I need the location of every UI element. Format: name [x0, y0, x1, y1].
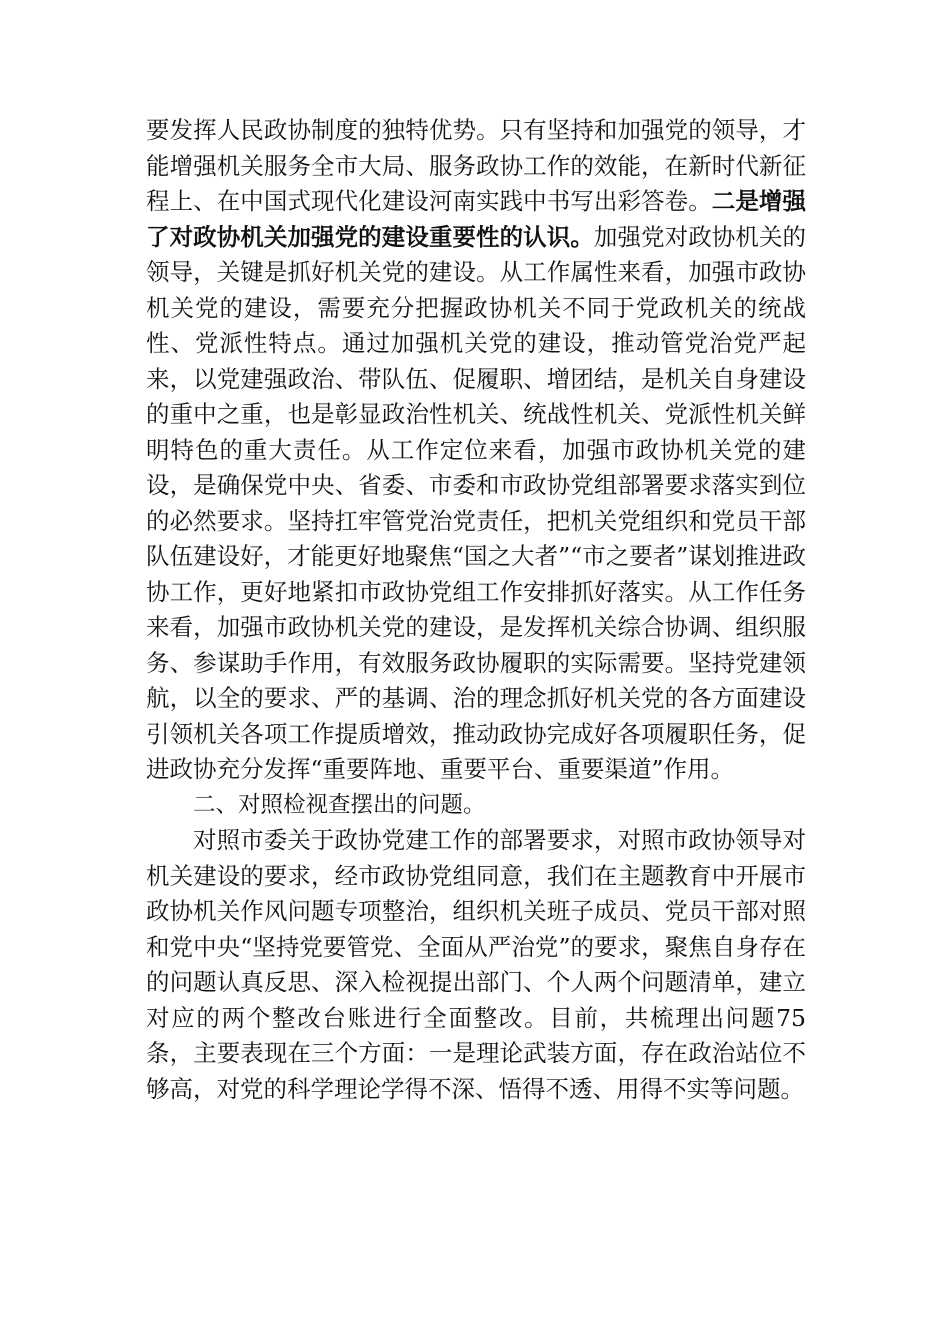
bold-point-two: 二是增强了对政协机关加强党的建设重要性的认识。	[146, 187, 807, 251]
section-heading: 二、对照检视查摆出的问题。	[193, 791, 486, 818]
paragraph-text: 要发挥人民政协制度的独特优势。只有坚持和加强党的领导，才能增强机关服务全市大局、服务政协工作的效能，在新时代新征程上、在中国式现代化建设河南实践中书写出彩答卷。	[146, 116, 806, 215]
paragraph-issues: 对照市委关于政协党建工作的部署要求，对照市政协领导对机关建设的要求，经市政协党组同意，我们在主题教育中开展市政协机关作风问题专项整治，组织机关班子成员、党员干部对照和党中央“坚持党要管党、全面从严治党”的要求，聚焦自身存在的问题认真反思、深入检视提出部门、个人两个问题清单，建立对应的两个整改台账进行全面整改。目前，共梳理出问题75条，主要表现在三个方面：一是理论武装方面，存在政治站位不够高，对党的科学理论学得不深、悟得不透、用得不实等问题。	[146, 826, 806, 1103]
document-body	[146, 113, 806, 1107]
paragraph-text-continued: 加强党对政协机关的领导，关键是抓好机关党的建设。从工作属性来看，加强市政协机关党的建设，需要充分把握政协机关不同于党政机关的统战性、党派性特点。通过加强机关党的建设，推动管党治党严起来，以党建强政治、带队伍、促履职、增团结，是机关自身建设的重中之重，也是彰显政治性机关、统战性机关、党派性机关鲜明特色的重大责任。从工作定位来看，加强市政协机关党的建设，是确保党中央、省委、市委和市政协党组部署要求落实到位的必然要求。坚持扛牢管党治党责任，把机关党组织和党员干部队伍建设好，才能更好地聚焦“国之大者”“市之要者”谋划推进政协工作，更好地紧扣市政协党组工作安排抓好落实。从工作任务来看，加强市政协机关党的建设，是发挥机关综合协调、组织服务、参谋助手作用，有效服务政协履职的实际需要。坚持党建领航，以全的要求、严的基调、治的理念抓好机关党的各方面建设引领机关各项工作提质增效，推动政协完成好各项履职任务，促进政协充分发挥“重要阵地、重要平台、重要渠道”作用。	[146, 222, 807, 783]
paragraph-continuation	[146, 113, 806, 788]
